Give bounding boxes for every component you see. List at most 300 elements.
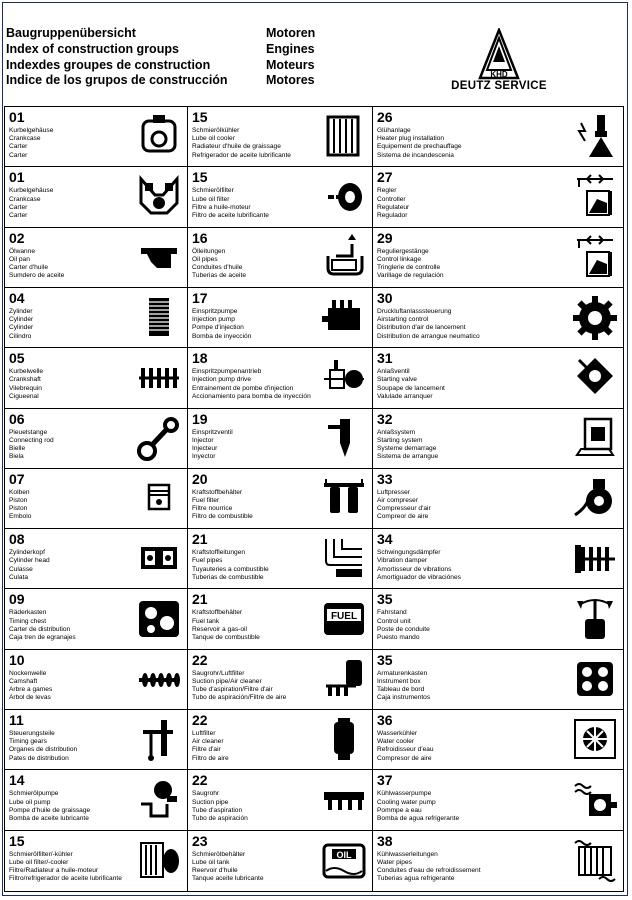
starting-system-icon — [573, 415, 617, 461]
group-name-line: Carter — [9, 151, 28, 159]
group-names — [192, 790, 248, 823]
group-number: 09 — [9, 591, 25, 608]
group-cell — [373, 409, 623, 469]
oil-filter-icon — [322, 173, 366, 219]
group-names — [9, 730, 77, 763]
title-german: Baugruppenübersicht — [6, 26, 136, 40]
group-number: 34 — [377, 531, 393, 548]
group-name-line: Druckluftanlasssteuerung — [377, 307, 452, 315]
group-name-line: Armaturenkasten — [377, 669, 428, 677]
group-number: 30 — [377, 289, 393, 306]
group-name-line: Fuel pipes — [192, 557, 223, 565]
glow-plug-icon — [573, 113, 617, 159]
group-names — [9, 670, 52, 703]
filter-cooler-icon — [137, 837, 181, 883]
group-name-line: Injecteur — [192, 444, 218, 452]
v-crankcase-icon — [137, 173, 181, 219]
group-name-line: Filtro de aceite lubrificante — [192, 211, 269, 219]
group-cell — [373, 710, 623, 770]
group-names — [377, 429, 438, 462]
group-name-line: Lube oil cooler — [192, 135, 235, 143]
group-cell — [188, 348, 373, 408]
group-name-line: Controller — [377, 195, 406, 203]
group-names — [192, 308, 251, 341]
group-name-line: Distribution de arrangue neumatico — [377, 332, 480, 340]
group-names — [377, 670, 430, 703]
group-name-line: Injection pump drive — [192, 376, 252, 384]
group-cell — [5, 167, 188, 227]
group-name-line: Einspritzpumpenantrieb — [192, 368, 262, 376]
group-name-line: Pompe d'injection — [192, 324, 244, 332]
group-name-line: Schmierölkühler — [192, 127, 240, 134]
group-name-line: Anlaßsystem — [377, 428, 416, 436]
camshaft-icon — [137, 656, 181, 702]
group-names — [192, 549, 269, 582]
group-name-line: Piston — [9, 497, 28, 505]
group-name-line: Filtre a huile-moteur — [192, 203, 251, 211]
group-names — [9, 248, 64, 281]
group-number: 29 — [377, 229, 393, 246]
air-cleaner-icon — [322, 716, 366, 762]
group-names — [192, 368, 311, 401]
starting-valve-icon — [573, 354, 617, 400]
group-name-line: Regulateur — [377, 203, 410, 211]
group-names — [9, 549, 50, 582]
group-name-line: Camshaft — [9, 677, 38, 685]
group-names — [192, 248, 246, 281]
group-name-line: Glühanlage — [377, 127, 411, 134]
subtitle-english: Engines — [266, 41, 315, 56]
group-name-line: Cigueenal — [9, 392, 39, 400]
group-names — [377, 851, 481, 884]
group-name-line: Steuerungsteile — [9, 730, 55, 738]
group-names — [9, 127, 53, 160]
group-cell — [373, 469, 623, 529]
group-name-line: Reservoir a gas-oil — [192, 625, 247, 633]
group-cell — [5, 831, 188, 891]
cylinder-icon — [137, 294, 181, 340]
group-name-line: Einspritzventil — [192, 428, 233, 436]
group-name-line: Distribution d'air de lancement — [377, 324, 466, 332]
crankcase-icon — [137, 113, 181, 159]
group-name-line: Oil pipes — [192, 255, 218, 263]
group-name-line: Oil pan — [9, 255, 30, 263]
group-name-line: Carter — [9, 211, 28, 219]
group-cell — [373, 167, 623, 227]
governor-icon — [573, 173, 617, 219]
group-name-line: Instrument box — [377, 677, 421, 685]
group-name-line: Valulade arranquer — [377, 392, 433, 400]
group-names — [9, 790, 90, 823]
group-name-line: Poste de conduite — [377, 625, 430, 633]
group-number: 23 — [192, 832, 208, 849]
group-name-line: Organes de distribution — [9, 746, 78, 754]
group-name-line: Luftpresser — [377, 488, 410, 496]
group-name-line: Räderkasten — [9, 609, 47, 617]
title-french: Indexdes groupes de construction — [6, 57, 211, 72]
group-name-line: Varillage de regulación — [377, 272, 444, 280]
instrument-box-icon — [573, 656, 617, 702]
group-name-line: Tringlerie de controlle — [377, 264, 441, 272]
group-name-line: Arbre a games — [9, 686, 53, 694]
group-name-line: Fuel tank — [192, 617, 220, 625]
cylinder-head-icon — [137, 535, 181, 581]
header-titles-right — [266, 26, 376, 89]
group-cell — [373, 348, 623, 408]
group-name-line: Filtre nourrice — [192, 505, 233, 513]
subtitle-spanish: Motores — [266, 73, 315, 88]
crankshaft-icon — [137, 354, 181, 400]
group-names — [9, 308, 33, 341]
group-name-line: Tanque de combustible — [192, 634, 260, 642]
group-name-line: Kühlwasserleitungen — [377, 850, 438, 858]
group-number: 33 — [377, 470, 393, 487]
group-names — [377, 248, 444, 281]
logo-mark: KHD — [490, 70, 508, 79]
group-name-line: Vibration damper — [377, 557, 428, 565]
group-cell — [5, 409, 188, 469]
group-number: 18 — [192, 350, 208, 367]
group-number: 31 — [377, 350, 393, 367]
oil-cooler-icon — [322, 113, 366, 159]
group-name-line: Schmierölfilter/-kühler — [9, 850, 73, 858]
group-name-line: Tubo de aspiración/Filtre de aire — [192, 694, 287, 702]
group-names — [377, 187, 409, 220]
group-name-line: Tubo de aspiración — [192, 814, 248, 822]
group-cell — [5, 228, 188, 288]
group-name-line: Pates de distribution — [9, 754, 69, 762]
group-number: 37 — [377, 772, 393, 789]
group-name-line: Reervoir d'huile — [192, 867, 238, 875]
group-number: 15 — [9, 832, 25, 849]
group-cell — [188, 831, 373, 891]
group-cell — [188, 770, 373, 830]
group-name-line: Water pipes — [377, 858, 412, 866]
group-name-line: Lube oil pump — [9, 798, 51, 806]
group-cell — [373, 770, 623, 830]
group-name-line: Water cooler — [377, 738, 415, 746]
group-number: 26 — [377, 109, 393, 125]
group-name-line: Kühlwasserpumpe — [377, 790, 432, 798]
fuel-badge: FUEL — [330, 611, 358, 623]
group-names — [192, 429, 233, 462]
logo-text: DEUTZ SERVICE — [451, 80, 547, 92]
group-name-line: Starting valve — [377, 376, 417, 384]
oil-pan-icon — [137, 234, 181, 280]
group-number: 35 — [377, 651, 393, 668]
group-names — [192, 127, 291, 160]
timing-gears-icon — [137, 595, 181, 641]
group-name-line: Kolben — [9, 488, 30, 496]
group-name-line: Filtro/refrigerador de aceite lubrificante — [9, 875, 122, 883]
group-names — [377, 308, 480, 341]
group-name-line: Filtre/Radiateur a huile-moteur — [9, 867, 99, 875]
group-name-line: Cylinder — [9, 324, 34, 332]
group-name-line: Tuberias agua refrigerante — [377, 875, 455, 883]
group-name-line: Tube d'aspiration — [192, 806, 243, 814]
group-name-line: Conduites d'eau de refroidissement — [377, 867, 481, 875]
group-name-line: Ölleitungen — [192, 247, 226, 255]
water-pipes-icon — [573, 837, 617, 883]
group-name-line: Soupape de lancement — [377, 384, 445, 392]
group-cell — [5, 469, 188, 529]
group-cell — [188, 710, 373, 770]
group-names — [9, 429, 54, 462]
control-linkage-icon — [573, 234, 617, 280]
group-name-line: Luftfilter — [192, 730, 216, 738]
group-name-line: Tuberias de combustible — [192, 573, 264, 581]
group-number: 16 — [192, 229, 208, 246]
group-name-line: Fahrstand — [377, 609, 407, 617]
group-name-line: Schmierölfilter — [192, 187, 234, 195]
group-cell — [5, 529, 188, 589]
group-number: 02 — [9, 229, 25, 246]
group-name-line: Compresseur d'air — [377, 505, 431, 513]
group-name-line: Sistema de arrangue — [377, 453, 439, 461]
group-name-line: Compreor de aire — [377, 513, 429, 521]
group-cell — [188, 228, 373, 288]
group-name-line: Caja tren de egranajes — [9, 634, 76, 642]
group-number: 22 — [192, 651, 208, 668]
group-name-line: Caja instrumentos — [377, 694, 431, 702]
piston-icon — [137, 475, 181, 521]
group-name-line: Timing gears — [9, 738, 47, 746]
group-number: 15 — [192, 109, 208, 125]
subtitle-french: Moteurs — [266, 57, 315, 72]
pump-drive-icon — [322, 354, 366, 400]
group-number: 22 — [192, 772, 208, 789]
group-cell — [188, 409, 373, 469]
group-number: 32 — [377, 410, 393, 427]
group-name-line: Ölwanne — [9, 247, 36, 255]
group-name-line: Fuel filter — [192, 497, 220, 505]
group-name-line: Carter — [9, 203, 28, 211]
group-number: 22 — [192, 712, 208, 729]
group-name-line: Control linkage — [377, 255, 421, 263]
group-names — [192, 730, 229, 763]
air-compressor-icon — [573, 475, 617, 521]
group-name-line: Filtro de combustible — [192, 513, 253, 521]
group-names — [192, 187, 269, 220]
group-name-line: Crankcase — [9, 195, 41, 203]
group-name-line: Cylinder — [9, 316, 34, 324]
group-name-line: Sistema de incandescenia — [377, 151, 454, 159]
suction-pipe-icon — [322, 776, 366, 822]
vibration-damper-icon — [573, 535, 617, 581]
group-name-line: Pleuelstange — [9, 428, 48, 436]
group-cell — [5, 288, 188, 348]
group-number: 35 — [377, 591, 393, 608]
group-name-line: Tuberias de aceite — [192, 272, 247, 280]
group-number: 07 — [9, 470, 25, 487]
group-name-line: Arbol de levas — [9, 694, 51, 702]
group-number: 01 — [9, 169, 25, 186]
title-english: Index of construction groups — [6, 41, 179, 56]
group-cell — [373, 589, 623, 649]
group-number: 10 — [9, 651, 25, 668]
group-number: 06 — [9, 410, 25, 427]
group-name-line: Kurbelgehäuse — [9, 127, 54, 134]
group-name-line: Airstarting control — [377, 316, 429, 324]
subtitle-german: Motoren — [266, 26, 316, 40]
group-cell — [188, 107, 373, 167]
group-name-line: Carter de distribution — [9, 625, 71, 633]
group-name-line: Sumdero de aceite — [9, 272, 65, 280]
group-name-line: Compresor de aire — [377, 754, 432, 762]
group-cell — [5, 710, 188, 770]
group-name-line: Crankshaft — [9, 376, 41, 384]
group-name-line: Einspritzpumpe — [192, 307, 238, 315]
group-cell — [5, 770, 188, 830]
group-name-line: Biela — [9, 453, 24, 461]
group-number: 21 — [192, 591, 208, 608]
group-name-line: Lube oil filter — [192, 195, 230, 203]
group-name-line: Piston — [9, 505, 28, 513]
oil-tank-icon — [322, 837, 366, 883]
suction-air-cleaner-icon — [322, 656, 366, 702]
injector-icon — [322, 415, 366, 461]
group-name-line: Cooling water pump — [377, 798, 436, 806]
group-name-line: Carter d'huile — [9, 264, 49, 272]
group-names — [9, 187, 53, 220]
group-name-line: Systeme demarrage — [377, 444, 437, 452]
valve-train-icon — [137, 716, 181, 762]
oil-pump-icon — [137, 776, 181, 822]
group-name-line: Culasse — [9, 565, 33, 573]
group-cell — [188, 167, 373, 227]
group-name-line: Lube oil tank — [192, 858, 230, 866]
group-name-line: Entrainement de pombe d'injection — [192, 384, 294, 392]
group-number: 36 — [377, 712, 393, 729]
group-name-line: Wasserkühler — [377, 730, 418, 738]
group-names — [192, 489, 253, 522]
group-name-line: Conduites d'huile — [192, 264, 243, 272]
group-name-line: Culata — [9, 573, 29, 581]
group-names — [192, 851, 263, 884]
group-number: 04 — [9, 289, 25, 306]
group-name-line: Air compreser — [377, 497, 419, 505]
group-cell — [373, 107, 623, 167]
group-name-line: Zylinder — [9, 307, 33, 315]
group-names — [192, 609, 260, 642]
construction-groups-table — [4, 106, 624, 892]
oil-pipes-icon — [322, 234, 366, 280]
group-names — [377, 549, 461, 582]
fuel-tank-icon — [322, 595, 366, 641]
group-number: 38 — [377, 832, 393, 849]
water-pump-icon — [573, 776, 617, 822]
group-cell — [5, 107, 188, 167]
group-cell — [5, 589, 188, 649]
group-name-line: Bomba de aceite lubricante — [9, 814, 89, 822]
group-name-line: Tanque aceite lubricante — [192, 875, 264, 883]
group-cell — [188, 288, 373, 348]
group-number: 14 — [9, 772, 25, 789]
group-name-line: Schwingungsdämpfer — [377, 549, 441, 557]
group-name-line: Filtre d'air — [192, 746, 221, 754]
group-names — [377, 489, 431, 522]
group-name-line: Amortisseur de vibrations — [377, 565, 452, 573]
group-name-line: Puesto mando — [377, 634, 420, 642]
group-name-line: Bomba de agua refrigerante — [377, 814, 460, 822]
group-number: 08 — [9, 531, 25, 548]
connecting-rod-icon — [137, 415, 181, 461]
group-name-line: Injector — [192, 436, 214, 444]
group-name-line: Suction pipe/Air cleaner — [192, 677, 262, 685]
group-names — [377, 790, 459, 823]
group-name-line: Cilindro — [9, 332, 32, 340]
group-cell — [188, 589, 373, 649]
group-name-line: Kurbelgehäuse — [9, 187, 54, 195]
fuel-filter-icon — [322, 475, 366, 521]
group-cell — [373, 831, 623, 891]
group-name-line: Refrigerador de aceite lubrificante — [192, 151, 291, 159]
group-name-line: Vilebrequin — [9, 384, 42, 392]
group-name-line: Schmierölpumpe — [9, 790, 59, 798]
group-name-line: Injection pump — [192, 316, 235, 324]
group-names — [9, 609, 76, 642]
group-cell — [188, 469, 373, 529]
group-name-line: Kraftstoffleitungen — [192, 549, 246, 557]
group-names — [9, 489, 31, 522]
group-cell — [5, 650, 188, 710]
group-name-line: Kraftstoffbehälter — [192, 488, 243, 496]
group-name-line: Embolo — [9, 513, 32, 521]
group-number: 17 — [192, 289, 208, 306]
group-names — [9, 368, 43, 401]
group-name-line: Regler — [377, 187, 397, 195]
group-name-line: Tableau de bord — [377, 686, 425, 694]
group-name-line: Cylinder head — [9, 557, 50, 565]
group-name-line: Carter — [9, 143, 28, 151]
group-name-line: Control unit — [377, 617, 411, 625]
group-name-line: Kraftstoffbehälter — [192, 609, 243, 617]
group-name-line: Zylinderkopf — [9, 549, 45, 557]
group-name-line: Heater plug installation — [377, 135, 445, 143]
group-name-line: Air cleaner — [192, 738, 224, 746]
group-name-line: Tuyauteries a combustible — [192, 565, 269, 573]
group-name-line: Radiateur d'huile de graissage — [192, 143, 281, 151]
group-cell — [373, 529, 623, 589]
group-name-line: Saugrohr/Luftfilter — [192, 669, 245, 677]
group-number: 19 — [192, 410, 208, 427]
group-number: 27 — [377, 169, 393, 186]
group-names — [192, 670, 286, 703]
group-name-line: Pommpe a eau — [377, 806, 422, 814]
fuel-pipes-icon — [322, 535, 366, 581]
group-names — [377, 609, 430, 642]
control-lever-icon — [573, 595, 617, 641]
group-name-line: Regulador — [377, 211, 408, 219]
title-spanish: Indice de los grupos de construcción — [6, 73, 228, 88]
group-cell — [373, 228, 623, 288]
group-name-line: Inyector — [192, 453, 216, 461]
group-name-line: Equipement de prechauffage — [377, 143, 462, 151]
group-number: 01 — [9, 109, 25, 125]
group-cell — [373, 650, 623, 710]
air-start-gear-icon — [573, 294, 617, 340]
group-number: 20 — [192, 470, 208, 487]
group-name-line: Reguliergestänge — [377, 247, 429, 255]
group-name-line: Refroidisseur d'eau — [377, 746, 434, 754]
deutz-tower-logo-icon — [438, 28, 560, 80]
group-name-line: Accionamiento para bomba de inyección — [192, 392, 311, 400]
group-cell — [5, 348, 188, 408]
group-number: 15 — [192, 169, 208, 186]
group-name-line: Lube oil filter/-cooler — [9, 858, 69, 866]
group-name-line: Bomba de inyección — [192, 332, 252, 340]
header-titles-left — [6, 26, 256, 89]
